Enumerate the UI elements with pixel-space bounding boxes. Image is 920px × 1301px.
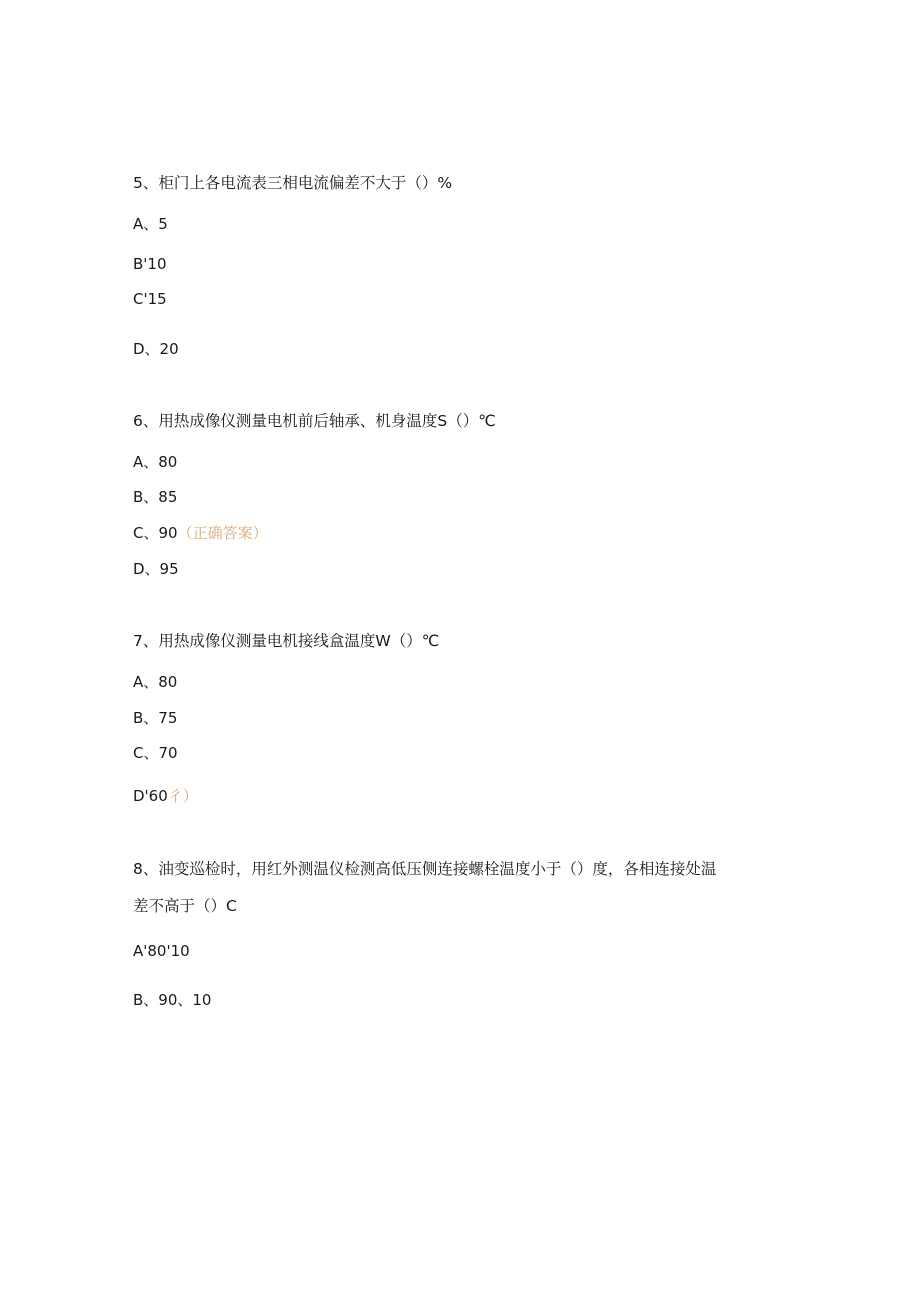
question-6-option-d: D、95 (133, 560, 179, 578)
question-5-option-d: D、20 (133, 340, 179, 358)
question-6-stem: 6、用热成像仪测量电机前后轴承、机身温度S（）℃ (133, 412, 496, 430)
answer-mark-note: 彳） (167, 787, 198, 805)
question-7-option-d (133, 786, 198, 806)
question-8-stem-line-2: 差不高于（）C (133, 897, 237, 915)
question-8-option-b: B、90、10 (133, 991, 212, 1009)
question-6-option-c-label: C、90 (133, 524, 178, 542)
question-5-option-c: C'15 (133, 290, 167, 308)
question-8-option-a: A'80'10 (133, 942, 190, 960)
question-6-option-a: A、80 (133, 453, 178, 471)
question-7-stem: 7、用热成像仪测量电机接线盒温度W（）℃ (133, 632, 440, 650)
question-7-option-c: C、70 (133, 744, 178, 762)
question-6-option-c (133, 523, 268, 543)
correct-answer-note: （正确答案） (177, 524, 268, 542)
question-5-option-a: A、5 (133, 215, 168, 233)
question-5-stem: 5、柜门上各电流表三相电流偏差不大于（）% (133, 174, 453, 192)
question-7-option-a: A、80 (133, 673, 178, 691)
question-6-option-b: B、85 (133, 488, 178, 506)
question-7-option-b: B、75 (133, 709, 178, 727)
question-8-stem-line-1: 8、油变巡检时，用红外测温仪检测高低压侧连接螺栓温度小于（）度，各相连接处温 (133, 860, 717, 878)
question-5-option-b: B'10 (133, 255, 167, 273)
question-7-option-d-label: D'60 (133, 787, 168, 805)
